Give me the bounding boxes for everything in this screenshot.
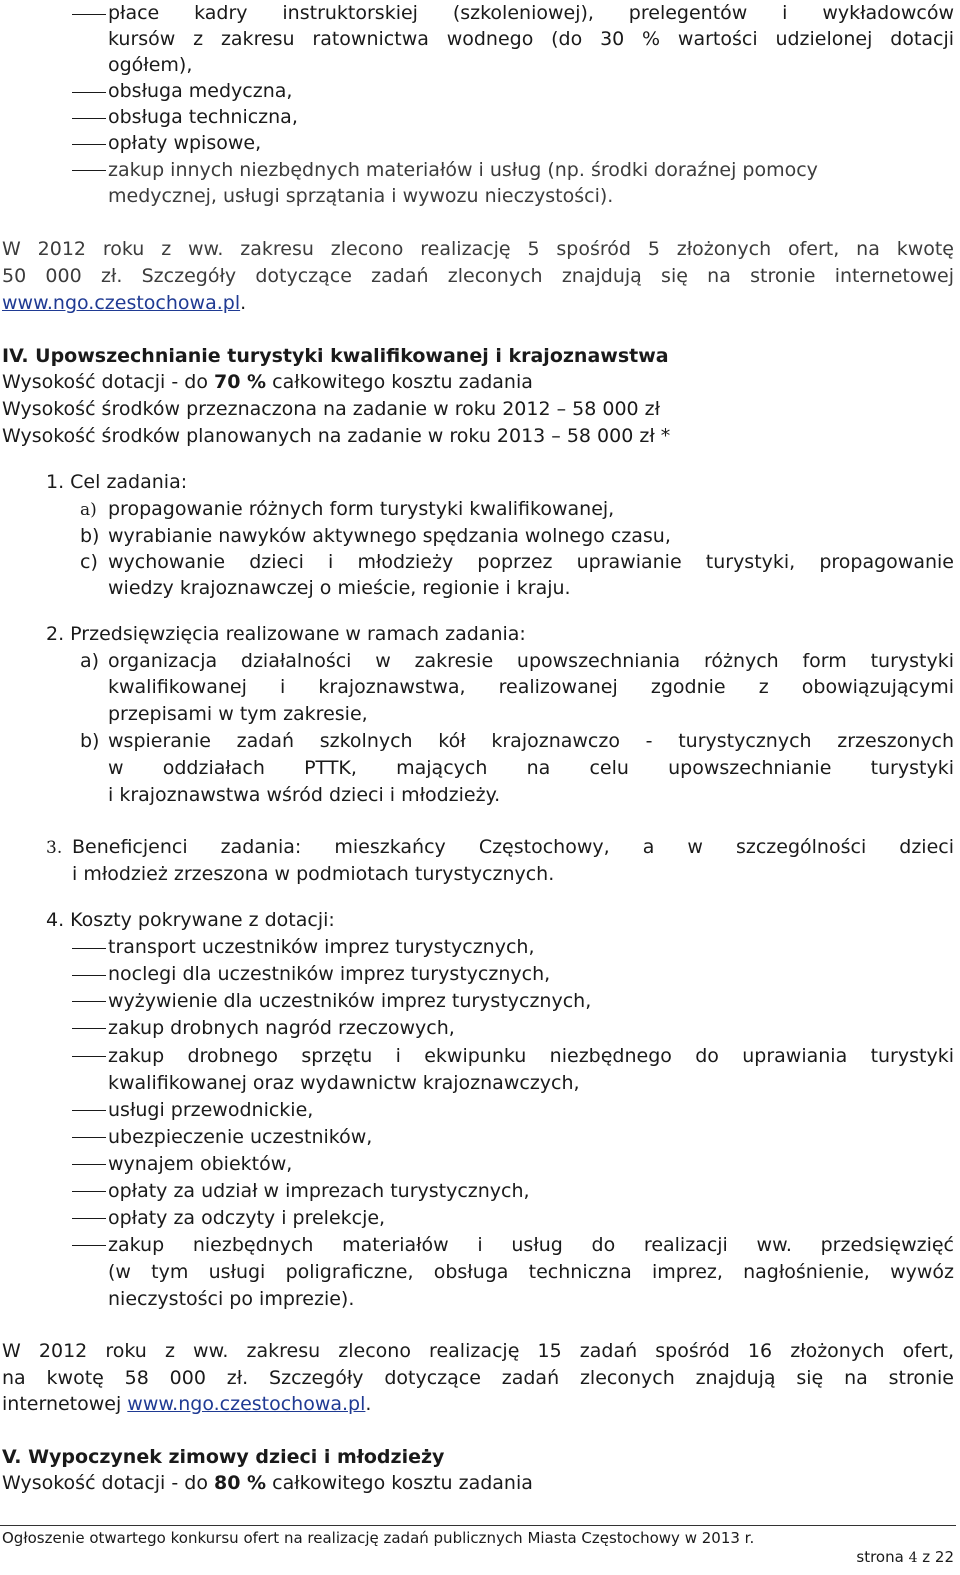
goal-title: 1. Cel zadania: [46,471,188,493]
list-item-continuation: (w tym usługi poligraficzne, obsługa techniczna imprez, nagłośnienie, wywóz [108,1261,954,1283]
list-dash [72,975,106,976]
list-item: wyrabianie nawyków aktywnego spędzania wolnego czasu, [108,525,671,547]
list-item: opłaty za odczyty i prelekcje, [108,1207,386,1229]
list-dash [72,1137,106,1138]
list-item: zakup innych niezbędnych materiałów i usług (np. środki doraźnej pomocy [108,159,818,181]
ngo-link[interactable]: www.ngo.czestochowa.pl [2,292,241,314]
list-item: organizacja działalności w zakresie upowszechniania różnych form turystyki [108,650,954,672]
list-item: transport uczestników imprez turystycznych, [108,936,535,958]
list-dash [72,92,106,93]
list-dash [72,1001,106,1002]
list-dash [72,1056,106,1057]
list-dash [72,1218,106,1219]
list-item: obsługa techniczna, [108,106,298,128]
list-item-continuation: kursów z zakresu ratownictwa wodnego (do 30 % wartości udzielonej dotacji [108,28,954,50]
list-dash [72,118,106,119]
dotation-percent: 80 % [214,1472,267,1494]
list-item-continuation: medycznej, usługi sprzątania i wywozu nieczystości). [108,185,614,207]
list-item: ubezpieczenie uczestników, [108,1126,373,1148]
list-item: noclegi dla uczestników imprez turystycznych, [108,963,551,985]
list-item: opłaty wpisowe, [108,132,262,154]
summary-paragraph: internetowej www.ngo.czestochowa.pl. [2,1393,372,1415]
dotation-percent: 70 % [214,371,267,393]
list-marker: a) [80,650,100,672]
list-item: opłaty za udział w imprezach turystycznych, [108,1180,530,1202]
list-item: wyżywienie dla uczestników imprez turystycznych, [108,990,592,1012]
list-item: usługi przewodnickie, [108,1099,314,1121]
list-item-continuation: kwalifikowanej oraz wydawnictw krajoznawczych, [108,1072,580,1094]
list-item-continuation: nieczystości po imprezie). [108,1288,355,1310]
summary-paragraph: 50 000 zł. Szczegóły dotyczące zadań zleconych znajdują się na stronie internetowej [2,265,954,287]
list-item: płace kadry instruktorskiej (szkoleniowej), prelegentów i wykładowców [108,2,954,24]
list-dash [72,1110,106,1111]
section-heading: IV. Upowszechnianie turystyki kwalifikowanej i krajoznawstwa [2,345,669,367]
list-dash [72,1028,106,1029]
list-item: propagowanie różnych form turystyki kwalifikowanej, [108,498,615,520]
list-dash [72,14,106,15]
undertakings-title: 2. Przedsięwzięcia realizowane w ramach zadania: [46,623,526,645]
list-dash [72,170,106,171]
list-dash [72,144,106,145]
list-item-continuation: ogółem), [108,54,193,76]
list-marker: b) [80,525,100,547]
list-item-continuation: w oddziałach PTTK, mających na celu upowszechnianie turystyki [108,757,954,779]
footer-divider [0,1525,956,1526]
list-item: wynajem obiektów, [108,1153,293,1175]
list-item: wychowanie dzieci i młodzieży poprzez uprawianie turystyki, propagowanie [108,551,954,573]
beneficiaries-number: 3. [46,838,63,858]
list-item: zakup niezbędnych materiałów i usług do realizacji ww. przedsięwzięć [108,1234,954,1256]
list-dash [72,948,106,949]
page-number: strona 4 z 22 [856,1548,954,1566]
summary-paragraph: W 2012 roku z ww. zakresu zlecono realizację 5 spośród 5 złożonych ofert, na kwotę [2,238,954,260]
list-dash [72,1164,106,1165]
list-item-continuation: przepisami w tym zakresie, [108,703,368,725]
costs-title: 4. Koszty pokrywane z dotacji: [46,909,335,931]
list-marker: b) [80,730,100,752]
summary-paragraph: www.ngo.czestochowa.pl. [2,292,247,314]
list-item: zakup drobnego sprzętu i ekwipunku niezbędnego do uprawiania turystyki [108,1045,954,1067]
funds-2012-line: Wysokość środków przeznaczona na zadanie w roku 2012 – 58 000 zł [2,398,661,420]
ngo-link[interactable]: www.ngo.czestochowa.pl [127,1393,366,1415]
beneficiaries-text: Beneficjenci zadania: mieszkańcy Częstochowy, a w szczególności dzieci [72,836,954,858]
list-item: wspieranie zadań szkolnych kół krajoznawczo - turystycznych zrzeszonych [108,730,954,752]
summary-paragraph: W 2012 roku z ww. zakresu zlecono realizację 15 zadań spośród 16 złożonych ofert, [2,1340,954,1362]
funds-2013-line: Wysokość środków planowanych na zadanie w roku 2013 – 58 000 zł * [2,425,671,447]
footer-text: Ogłoszenie otwartego konkursu ofert na realizację zadań publicznych Miasta Częstochowy w 2013 r. [2,1529,755,1547]
list-marker: a) [80,500,97,520]
list-dash [72,1191,106,1192]
list-item-continuation: wiedzy krajoznawczej o mieście, regionie i kraju. [108,577,571,599]
dotation-line: Wysokość dotacji - do 80 % całkowitego kosztu zadania [2,1472,533,1494]
dotation-line: Wysokość dotacji - do 70 % całkowitego kosztu zadania [2,371,533,393]
list-item-continuation: kwalifikowanej i krajoznawstwa, realizowanej zgodnie z obowiązującymi [108,676,954,698]
list-item: zakup drobnych nagród rzeczowych, [108,1017,455,1039]
list-item-continuation: i krajoznawstwa wśród dzieci i młodzieży. [108,784,501,806]
summary-paragraph: na kwotę 58 000 zł. Szczegóły dotyczące zadań zleconych znajdują się na stronie [2,1367,954,1389]
list-dash [72,1245,106,1246]
list-item: obsługa medyczna, [108,80,293,102]
list-marker: c) [80,551,98,573]
beneficiaries-text: i młodzież zrzeszona w podmiotach turystycznych. [72,863,555,885]
section-heading: V. Wypoczynek zimowy dzieci i młodzieży [2,1446,445,1468]
